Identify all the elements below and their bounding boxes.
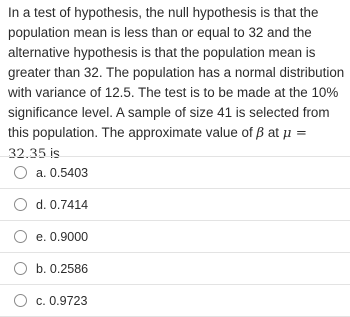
question-at: at — [264, 125, 283, 140]
answer-option-label: b. 0.2586 — [36, 261, 89, 276]
answer-option-label: d. 0.7414 — [36, 197, 89, 212]
question-body: In a test of hypothesis, the null hypothesis is that the population mean is less than or equal to 32 and the alternative hypothesis is that the population mean is greater than 32. The population has a normal distribution with variance of 12.5. The test is to be made at the 10% significance level. A sample of size 41 is selected from this population. The approximate value of — [8, 5, 345, 140]
mu-value: 32.35 — [8, 147, 47, 162]
radio-button[interactable] — [14, 166, 27, 179]
mu-symbol: μ — [282, 126, 292, 141]
answer-option[interactable] — [0, 156, 350, 188]
radio-button[interactable] — [14, 262, 27, 275]
radio-button[interactable] — [14, 198, 27, 211]
answer-option[interactable] — [0, 188, 350, 220]
equals-sign: = — [291, 126, 307, 141]
answer-option-label: a. 0.5403 — [36, 165, 89, 180]
beta-symbol: β — [256, 126, 265, 141]
radio-button[interactable] — [14, 230, 27, 243]
answer-option-label: c. 0.9723 — [36, 293, 88, 308]
answer-option-label: e. 0.9000 — [36, 229, 89, 244]
radio-button[interactable] — [14, 294, 27, 307]
answer-option[interactable] — [0, 284, 350, 317]
answer-options — [0, 156, 350, 317]
question-end: is — [46, 146, 60, 161]
answer-option[interactable] — [0, 252, 350, 284]
answer-option[interactable] — [0, 220, 350, 252]
question-text — [8, 3, 348, 165]
